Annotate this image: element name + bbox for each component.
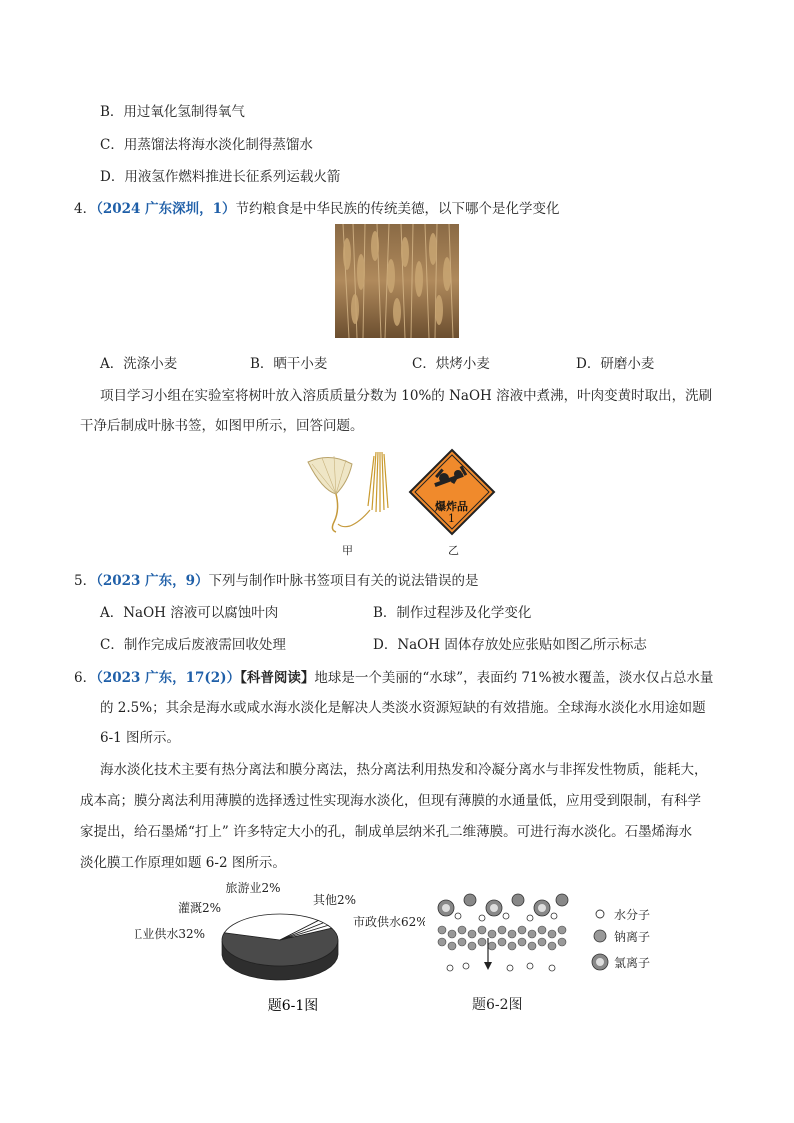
wheat-photo xyxy=(335,224,459,338)
leaf-bookmark-image xyxy=(300,450,398,536)
q4-option-b: B．晒干小麦 xyxy=(250,356,328,372)
q4-stem: 节约粮食是中华民族的传统美德，以下哪个是化学变化 xyxy=(235,201,560,217)
q3-option-b: B．用过氧化氢制得氧气 xyxy=(100,104,245,120)
q5-source: （2023 广东，9） xyxy=(96,573,209,589)
legend-water: 水分子 xyxy=(614,908,651,922)
caption-jia: 甲 xyxy=(342,544,353,557)
caption-6-1: 题6-1图 xyxy=(267,998,319,1014)
q6-line-1: 地球是一个美丽的“水球”，表面约 71%被水覆盖，淡水仅占总水量 xyxy=(314,670,714,686)
q6-source: （2023 广东，17(2)） xyxy=(96,670,241,686)
pie-label-1: 工业供水32% xyxy=(135,927,205,941)
q4-source: （2024 广东深圳，1） xyxy=(96,201,236,217)
q6-para2-line-1: 海水淡化技术主要有热分离法和膜分离法，热分离法利用热发和冷凝分离水与非挥发性物质，能耗大， xyxy=(100,762,708,778)
legend-chloride: 氯离子 xyxy=(614,956,651,970)
q4-number: 4． xyxy=(74,201,97,217)
legend-sodium: 钠离子 xyxy=(614,930,651,944)
q6-line-3: 6-1 图所示。 xyxy=(100,730,181,746)
pie-label-3: 旅游业2% xyxy=(225,881,281,895)
sign-text: 爆炸品 xyxy=(435,500,468,513)
q5-option-a: A．NaOH 溶液可以腐蚀叶肉 xyxy=(100,605,279,621)
q5-number: 5． xyxy=(74,573,97,589)
q6-line-2: 的 2.5%；其余是海水或咸水海水淡化是解决人类淡水资源短缺的有效措施。全球海水淡化水用途如题 xyxy=(100,700,706,716)
q4-option-d: D．研磨小麦 xyxy=(576,356,655,372)
q5-option-d: D．NaOH 固体存放处应张贴如图乙所示标志 xyxy=(373,637,647,653)
q5-option-c: C．制作完成后废液需回收处理 xyxy=(100,637,286,653)
q6-para2-line-3: 家提出，给石墨烯“打上” 许多特定大小的孔，制成单层纳米孔二维薄膜。可进行海水淡化。石墨烯海水 xyxy=(80,824,693,840)
q4-option-a: A．洗涤小麦 xyxy=(100,356,178,372)
q4-option-c: C．烘烤小麦 xyxy=(412,356,490,372)
intro-line-1: 项目学习小组在实验室将树叶放入溶质质量分数为 10%的 NaOH 溶液中煮沸，叶肉变黄时取出，洗刷 xyxy=(100,388,713,404)
q6-number: 6． xyxy=(74,670,97,686)
pie-label-2: 灌溉2% xyxy=(177,901,221,915)
q6-tag: 【科普阅读】 xyxy=(240,670,315,686)
figure-6-1 xyxy=(135,878,425,1018)
caption-6-2: 题6-2图 xyxy=(472,997,523,1013)
pie-chart xyxy=(135,878,425,1018)
sign-number: 1 xyxy=(448,512,455,525)
intro-line-2: 干净后制成叶脉书签，如图甲所示，回答问题。 xyxy=(80,418,364,434)
q4-stem-line xyxy=(74,197,560,217)
caption-yi: 乙 xyxy=(448,544,459,557)
q3-option-d: D．用液氢作燃料推进长征系列运载火箭 xyxy=(100,169,341,185)
q6-para2-line-2: 成本高；膜分离法利用薄膜的选择透过性实现海水淡化，但现有薄膜的水通量低，应用受到限制，有科学 xyxy=(80,793,701,809)
q6-stem-line xyxy=(74,666,713,686)
q3-option-c: C．用蒸馏法将海水淡化制得蒸馏水 xyxy=(100,137,313,153)
explosive-sign xyxy=(408,448,496,536)
q6-para2-line-4: 淡化膜工作原理如题 6-2 图所示。 xyxy=(80,855,286,871)
pie-label-4: 其他2% xyxy=(313,893,357,907)
pie-label-0: 市政供水62% xyxy=(353,915,425,929)
q5-option-b: B．制作过程涉及化学变化 xyxy=(373,605,532,621)
membrane-diagram xyxy=(430,878,660,1018)
q5-stem-line xyxy=(74,569,479,589)
q5-stem: 下列与制作叶脉书签项目有关的说法错误的是 xyxy=(208,573,479,589)
figure-6-2 xyxy=(430,878,660,1018)
